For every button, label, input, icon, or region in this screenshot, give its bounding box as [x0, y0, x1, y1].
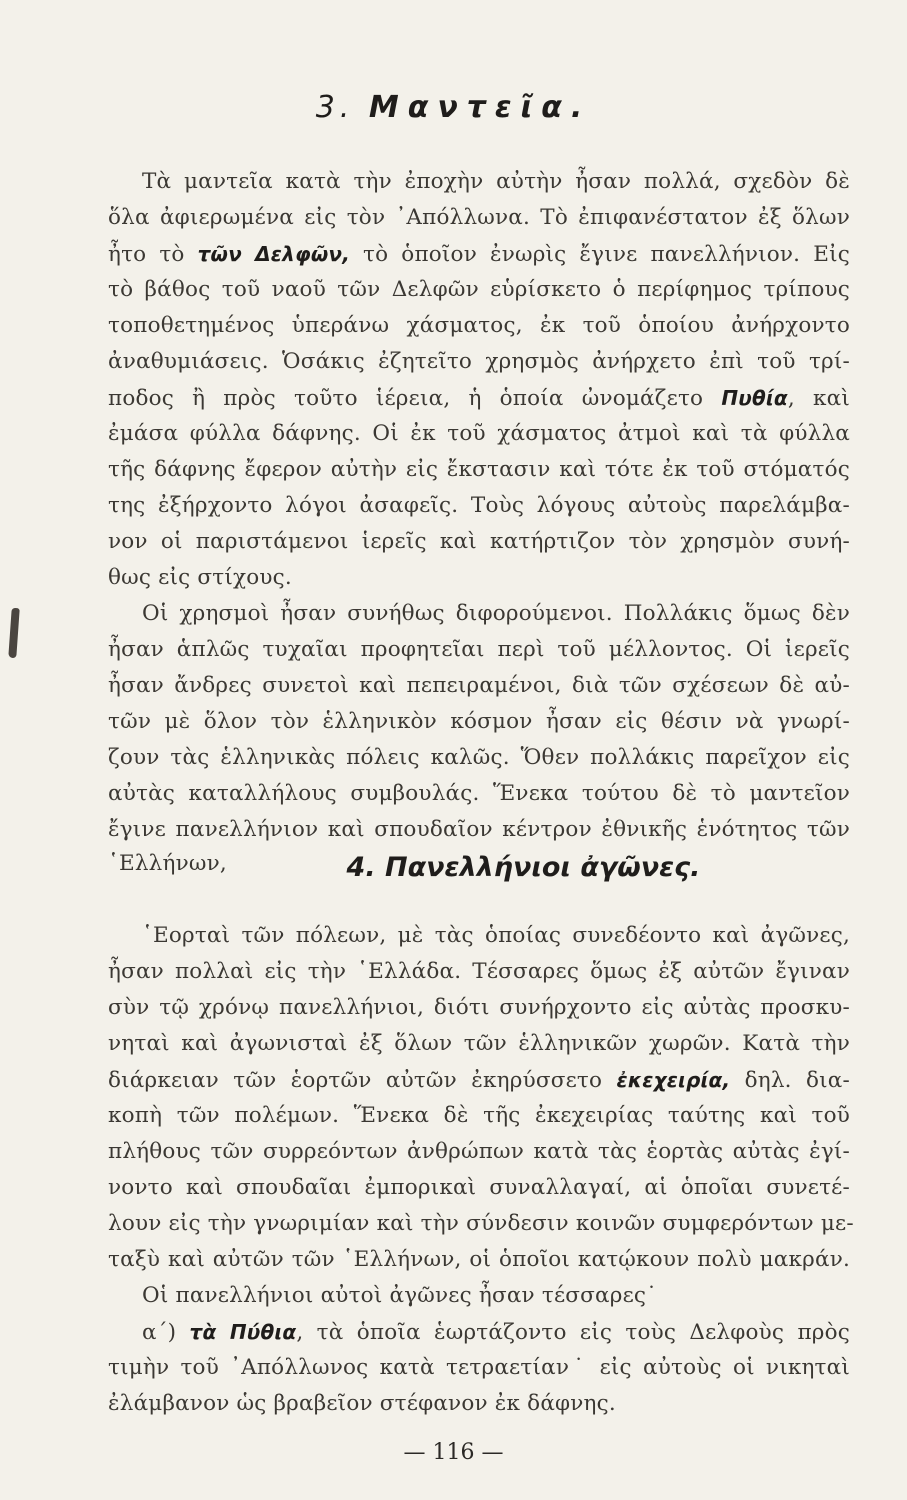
section-heading-games — [70, 852, 907, 883]
text-line: τῶν μὲ ὅλον τὸν ἑλληνικὸν κόσμον ἦσαν εἰς θέσιν νὰ γνωρί- — [108, 709, 850, 734]
text-line: ταξὺ καὶ αὐτῶν τῶν ῾Ελλήνων, οἱ ὁποῖοι κατῴκουν πολὺ μακράν. — [108, 1247, 850, 1272]
text-line: ἦσαν ἁπλῶς τυχαῖαι προφητεῖαι περὶ τοῦ μέλλοντος. Οἱ ἱερεῖς — [108, 637, 850, 662]
section-number: 4. — [346, 852, 376, 883]
text-line: διάρκειαν τῶν ἑορτῶν αὐτῶν ἐκηρύσσετο ἐκεχειρία, δηλ. δια- — [108, 1068, 850, 1093]
text-line: σὺν τῷ χρόνῳ πανελλήνιοι, διότι συνήρχοντο εἰς αὐτὰς προσκυ- — [108, 995, 850, 1020]
text-line: νον οἱ παριστάμενοι ἱερεῖς καὶ κατήρτιζον τὸν χρησμὸν συνή- — [108, 529, 850, 554]
text-line: ἀναθυμιάσεις. Ὁσάκις ἐζητεῖτο χρησμὸς ἀνήρχετο ἐπὶ τοῦ τρί- — [108, 349, 850, 374]
text-line: της ἐξήρχοντο λόγοι ἀσαφεῖς. Τοὺς λόγους αὐτοὺς παρελάμβα- — [108, 493, 850, 518]
text-line: τῆς δάφνης ἔφερον αὐτὴν εἰς ἔκστασιν καὶ τότε ἐκ τοῦ στόματός — [108, 457, 850, 482]
bold-term-pythian-games: τὰ Πύθια — [189, 1320, 297, 1344]
text-line: τιμὴν τοῦ ᾿Απόλλωνος κατὰ τετραετίαν˙ εἰς αὐτοὺς οἱ νικηταὶ — [108, 1355, 850, 1380]
bold-term-delphi: τῶν Δελφῶν, — [197, 242, 351, 266]
text-line: νοντο καὶ σπουδαῖαι ἐμπορικαὶ συναλλαγαί, αἱ ὁποῖαι συνετέ- — [108, 1175, 850, 1200]
text-line: τὸ βάθος τοῦ ναοῦ τῶν Δελφῶν εὑρίσκετο ὁ περίφημος τρίπους — [108, 277, 850, 302]
text-line: ἦσαν ἄνδρες συνετοὶ καὶ πεπειραμένοι, διὰ τῶν σχέσεων δὲ αὐ- — [108, 673, 850, 698]
text-line: αὐτὰς καταλλήλους συμβουλάς. Ἕνεκα τούτου δὲ τὸ μαντεῖον — [108, 781, 850, 806]
text-line: ἔγινε πανελλήνιον καὶ σπουδαῖον κέντρον ἐθνικῆς ἑνότητος τῶν — [108, 817, 850, 842]
text-line: Τὰ μαντεῖα κατὰ τὴν ἐποχὴν αὐτὴν ἦσαν πολλά, σχεδὸν δὲ — [142, 169, 850, 194]
text-line: Οἱ χρησμοὶ ἦσαν συνήθως διφορούμενοι. Πολλάκις ὅμως δὲν — [142, 601, 850, 626]
text-line: κοπὴ τῶν πολέμων. Ἕνεκα δὲ τῆς ἐκεχειρίας ταύτης καὶ τοῦ — [108, 1103, 850, 1128]
text-line: α΄) τὰ Πύθια, τὰ ὁποῖα ἑωρτάζοντο εἰς τοὺς Δελφοὺς πρὸς — [142, 1320, 850, 1345]
bold-term-pythia: Πυθία — [721, 386, 788, 410]
text-line: ῾Εορταὶ τῶν πόλεων, μὲ τὰς ὁποίας συνεδέοντο καὶ ἀγῶνες, — [142, 923, 850, 948]
text-line: ἐλάμβανον ὡς βραβεῖον στέφανον ἐκ δάφνης. — [108, 1391, 616, 1416]
text-line: θως εἰς στίχους. — [108, 565, 292, 590]
text-line: λουν εἰς τὴν γνωριμίαν καὶ τὴν σύνδεσιν κοινῶν συμφερόντων με- — [108, 1211, 854, 1236]
text-line: ἦσαν πολλαὶ εἰς τὴν ῾Ελλάδα. Τέσσαρες ὅμως ἐξ αὐτῶν ἔγιναν — [108, 959, 850, 984]
section-title: Μαντεῖα. — [368, 90, 592, 125]
text-line: τοποθετημένος ὑπεράνω χάσματος, ἐκ τοῦ ὁποίου ἀνήρχοντο — [108, 313, 850, 338]
section-number: 3. — [315, 90, 355, 125]
section-title: Πανελλήνιοι ἀγῶνες. — [385, 852, 701, 883]
text-line: ζουν τὰς ἑλληνικὰς πόλεις καλῶς. Ὅθεν πολλάκις παρεῖχον εἰς — [108, 745, 850, 770]
text-line: ποδος ἢ πρὸς τοῦτο ἱέρεια, ἡ ὁποία ὠνομάζετο Πυθία, καὶ — [108, 386, 850, 411]
text-line: Οἱ πανελλήνιοι αὐτοὶ ἀγῶνες ἦσαν τέσσαρες˙ — [142, 1283, 658, 1308]
text-line: ῾Ελλήνων, — [108, 851, 227, 876]
ink-blot-mark — [8, 608, 19, 658]
text-line: πλήθους τῶν συρρεόντων ἀνθρώπων κατὰ τὰς ἑορτὰς αὐτὰς ἐγί- — [108, 1139, 850, 1164]
page-number: — 116 — — [403, 1440, 504, 1465]
section-heading-oracles — [0, 90, 907, 125]
text-line: νηταὶ καὶ ἀγωνισταὶ ἐξ ὅλων τῶν ἑλληνικῶν χωρῶν. Κατὰ τὴν — [108, 1031, 850, 1056]
text-line: ἐμάσα φύλλα δάφνης. Οἱ ἐκ τοῦ χάσματος ἀτμοὶ καὶ τὰ φύλλα — [108, 421, 850, 446]
bold-term-truce: ἐκεχειρία, — [616, 1068, 731, 1092]
text-line: ἦτο τὸ τῶν Δελφῶν, τὸ ὁποῖον ἐνωρὶς ἔγινε πανελλήνιον. Εἰς — [108, 242, 850, 267]
text-line: ὅλα ἀφιερωμένα εἰς τὸν ᾿Απόλλωνα. Τὸ ἐπιφανέστατον ἐξ ὅλων — [108, 205, 850, 230]
